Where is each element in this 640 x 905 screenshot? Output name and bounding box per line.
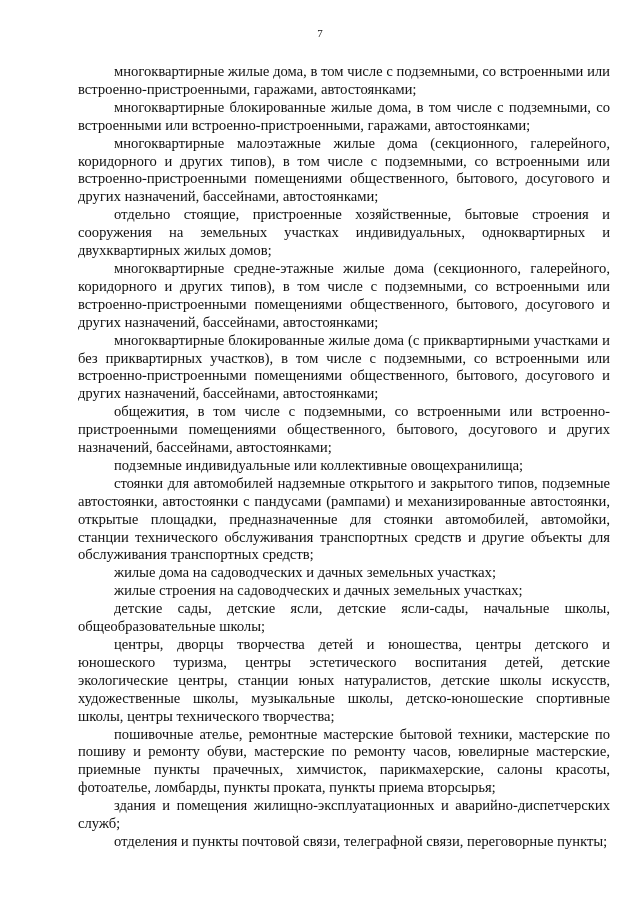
list-item: пошивочные ателье, ремонтные мастерские бытовой техники, мастерские по пошиву и ремонту обуви, мастерские по ремонту часов, ювелирные мастерские, приемные пункты прачечных, химчисток, парикмахерские, салоны красоты, фотоателье, ломбарды, пункты проката, пункты приема вторсырья;	[78, 726, 610, 797]
list-item: многоквартирные средне-этажные жилые дома (секционного, галерейного, коридорного и других типов), в том числе с подземными, со встроенными или встроенно-пристроенными помещениями общественного, бытового, досугового и других назначений, бассейнами, автостоянками;	[78, 260, 610, 331]
list-item: жилые дома на садоводческих и дачных земельных участках;	[114, 565, 496, 582]
list-item: подземные индивидуальные или коллективные овощехранилища;	[114, 457, 524, 474]
page-number: 7	[317, 28, 323, 40]
list-item: стоянки для автомобилей надземные открытого и закрытого типов, подземные автостоянки, автостоянки с пандусами (рампами) и механизированные автостоянки, открытые площадки, предназначенные для стоянки автомобилей, автомойки, станции технического обслуживания транспортных средств и другие объекты для обслуживания транспортных средств;	[78, 475, 610, 564]
list-item: общежития, в том числе с подземными, со встроенными или встроенно-пристроенными помещениями общественного, бытового, досугового и других назначений, бассейнами, автостоянками;	[78, 404, 610, 457]
list-item: центры, дворцы творчества детей и юношества, центры детского и юношеского туризма, центры эстетического воспитания детей, детские экологические центры, станции юных натуралистов, детские школы искусств, художественные школы, музыкальные школы, детско-юношеские спортивные школы, центры технического творчества;	[78, 637, 610, 725]
list-item: многоквартирные блокированные жилые дома (с приквартирными участками и без приквартирных участков), в том числе с подземными, со встроенными или встроенно-пристроенными помещениями общественного, бытового, досугового и других назначений, бассейнами, автостоянками;	[78, 332, 610, 403]
list-item: многоквартирные малоэтажные жилые дома (секционного, галерейного, коридорного и других типов), в том числе с подземными, со встроенными или встроенно-пристроенными помещениями общественного, бытового, досугового и других назначений, бассейнами, автостоянками;	[78, 135, 610, 206]
list-item: жилые строения на садоводческих и дачных земельных участках;	[114, 583, 523, 600]
document-body	[78, 64, 610, 852]
list-item: отделения и пункты почтовой связи, телеграфной связи, переговорные пункты;	[114, 833, 608, 850]
list-item: отдельно стоящие, пристроенные хозяйственные, бытовые строения и сооружения на земельных участках индивидуальных, одноквартирных и двухквартирных жилых домов;	[78, 207, 610, 260]
list-item: здания и помещения жилищно-эксплуатационных и аварийно-диспетчерских служб;	[78, 798, 610, 833]
list-item: многоквартирные жилые дома, в том числе с подземными, со встроенными или встроенно-пристроенными, гаражами, автостоянками;	[78, 64, 610, 98]
list-item: детские сады, детские ясли, детские ясли-сады, начальные школы, общеобразовательные школы;	[78, 601, 610, 636]
list-item: многоквартирные блокированные жилые дома, в том числе с подземными, со встроенными или встроенно-пристроенными, гаражами, автостоянками;	[78, 99, 610, 134]
